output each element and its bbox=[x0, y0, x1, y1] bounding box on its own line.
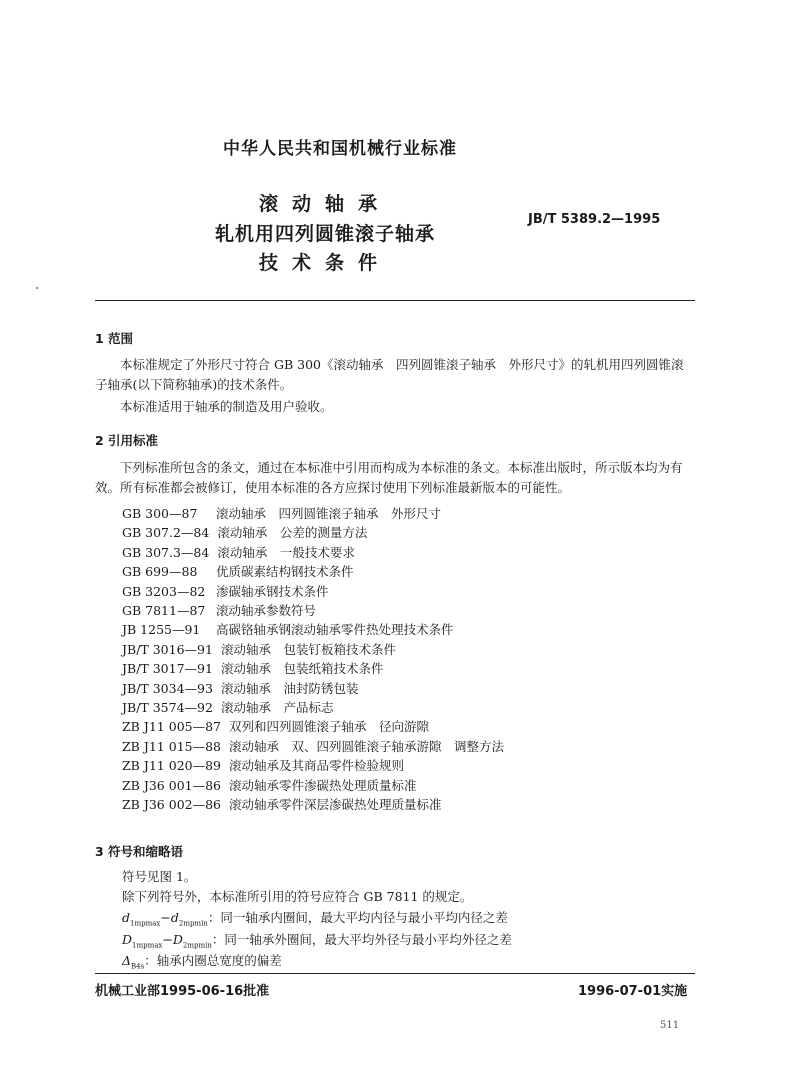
reference-title: 滚动轴承 包装钉板箱技术条件 bbox=[220, 641, 396, 657]
reference-item bbox=[122, 543, 355, 563]
reference-item bbox=[122, 562, 354, 582]
reference-code: JB/T 3017—91 bbox=[122, 661, 213, 677]
scan-speck bbox=[36, 287, 38, 289]
reference-item bbox=[122, 776, 417, 796]
reference-title: 滚动轴承 双、四列圆锥滚子轴承游隙 调整方法 bbox=[229, 738, 505, 754]
section-3-line-2: 除下列符号外，本标准所引用的符号应符合 GB 7811 的规定。 bbox=[122, 889, 473, 904]
reference-title: 滚动轴承及其商品零件检验规则 bbox=[229, 758, 405, 774]
reference-item bbox=[122, 698, 333, 718]
reference-code: JB 1255—91 bbox=[122, 622, 201, 638]
reference-item bbox=[122, 640, 396, 660]
section-3-line-1: 符号见图 1。 bbox=[122, 869, 197, 884]
reference-item bbox=[122, 523, 367, 543]
reference-item bbox=[122, 620, 454, 640]
reference-code: ZB J36 001—86 bbox=[122, 777, 221, 793]
reference-code: GB 307.3—84 bbox=[122, 544, 210, 560]
section-2-heading: 2 引用标准 bbox=[95, 433, 159, 448]
top-divider bbox=[95, 300, 695, 301]
reference-title: 双列和四列圆锥滚子轴承 径向游隙 bbox=[229, 719, 430, 735]
approval-date: 机械工业部1995-06-16批准 bbox=[95, 984, 270, 999]
section-1-paragraph-2: 本标准适用于轴承的制造及用户验收。 bbox=[120, 399, 333, 414]
section-3-heading: 3 符号和缩略语 bbox=[95, 844, 184, 859]
section-1-heading: 1 范围 bbox=[95, 331, 134, 346]
reference-title: 滚动轴承 油封防锈包装 bbox=[220, 680, 359, 696]
reference-code: ZB J11 005—87 bbox=[122, 719, 221, 735]
reference-title: 滚动轴承 包装纸箱技术条件 bbox=[220, 661, 384, 677]
reference-code: JB/T 3016—91 bbox=[122, 641, 213, 657]
reference-code: ZB J11 015—88 bbox=[122, 738, 221, 754]
reference-title: 滚动轴承 公差的测量方法 bbox=[217, 525, 368, 541]
symbol-definition-3: $\Delta_{B4s}$：轴承内圈总宽度的偏差 bbox=[122, 953, 282, 971]
reference-code: GB 307.2—84 bbox=[122, 525, 210, 541]
reference-title: 滚动轴承零件渗碳热处理质量标准 bbox=[229, 777, 417, 793]
issuing-authority: 中华人民共和国机械行业标准 bbox=[223, 139, 457, 159]
reference-code: ZB J36 002—86 bbox=[122, 797, 221, 812]
symbol-definition-1: $d_{1mpmax}-d_{2mpmin}$：同一轴承内圈间，最大平均内径与最小平均内径之差 bbox=[122, 910, 508, 928]
effective-date: 1996-07-01实施 bbox=[578, 984, 688, 999]
symbol-definition-2: $D_{1mpmax}-D_{2mpmin}$：同一轴承外圈间，最大平均外径与最小平均外径之差 bbox=[122, 932, 512, 950]
reference-item bbox=[122, 756, 404, 776]
standard-code: JB/T 5389.2—1995 bbox=[528, 212, 661, 227]
reference-title: 优质碳素结构钢技术条件 bbox=[216, 564, 354, 580]
title-line-2: 轧机用四列圆锥滚子轴承 bbox=[214, 223, 435, 245]
reference-item bbox=[122, 582, 329, 602]
reference-item bbox=[122, 504, 441, 524]
reference-item bbox=[122, 679, 358, 699]
reference-code: GB 7811—87 bbox=[122, 603, 206, 618]
reference-code: JB/T 3574—92 bbox=[122, 700, 213, 715]
reference-code: ZB J11 020—89 bbox=[122, 758, 221, 774]
reference-title: 高碳铬轴承钢滚动轴承零件热处理技术条件 bbox=[216, 622, 454, 638]
reference-code: GB 699—88 bbox=[122, 564, 198, 580]
reference-item bbox=[122, 601, 316, 621]
reference-title: 渗碳轴承钢技术条件 bbox=[216, 583, 329, 599]
reference-code: GB 300—87 bbox=[122, 506, 198, 521]
reference-code: JB/T 3034—93 bbox=[122, 680, 213, 696]
reference-item bbox=[122, 659, 383, 679]
section-1-paragraph-1: 本标准规定了外形尺寸符合 GB 300《滚动轴承 四列圆锥滚子轴承 外形尺寸》的轧机用四列圆锥滚子轴承(以下简称轴承)的技术条件。 bbox=[95, 357, 684, 392]
reference-code: GB 3203—82 bbox=[122, 583, 206, 599]
bottom-divider bbox=[95, 973, 695, 974]
reference-title: 滚动轴承 四列圆锥滚子轴承 外形尺寸 bbox=[216, 506, 442, 521]
reference-item bbox=[122, 717, 429, 737]
reference-title: 滚动轴承零件深层渗碳热处理质量标准 bbox=[229, 797, 442, 812]
section-2-paragraph: 下列标准所包含的条文，通过在本标准中引用而构成为本标准的条文。本标准出版时，所示版本均为有效。所有标准都会被修订，使用本标准的各方应探讨使用下列标准最新版本的可能性。 bbox=[95, 460, 683, 495]
reference-title: 滚动轴承参数符号 bbox=[216, 603, 317, 618]
title-line-1: 滚动轴承 bbox=[258, 193, 391, 215]
reference-title: 滚动轴承 一般技术要求 bbox=[217, 544, 355, 560]
reference-title: 滚动轴承 产品标志 bbox=[220, 700, 334, 715]
reference-item bbox=[122, 737, 504, 757]
title-line-3: 技术条件 bbox=[258, 252, 391, 274]
reference-item bbox=[122, 795, 442, 815]
page-number: 511 bbox=[660, 1020, 680, 1031]
